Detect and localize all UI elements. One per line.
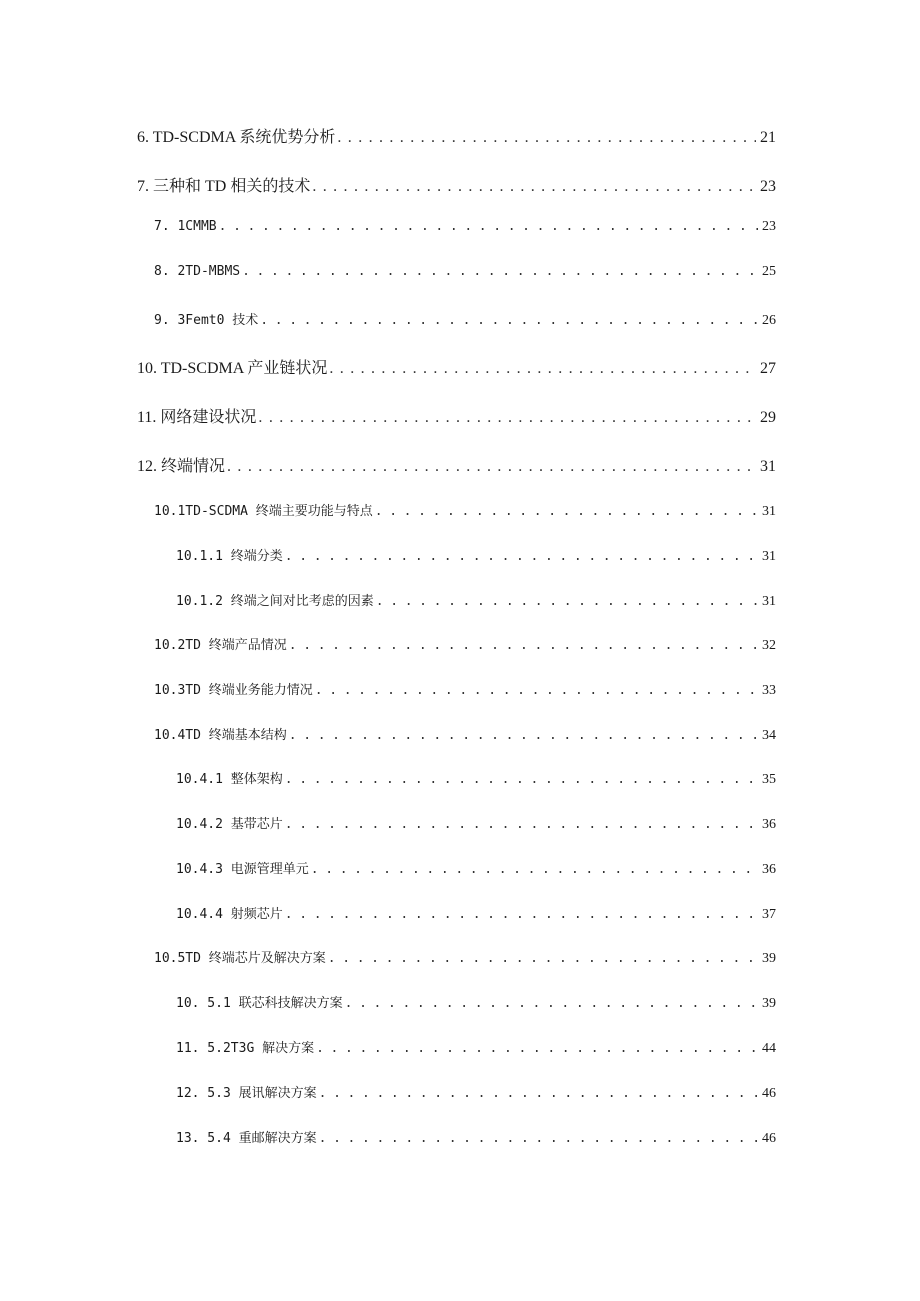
toc-entry-label: 10.5TD 终端芯片及解决方案 [154,951,326,966]
toc-entry[interactable] [154,634,776,654]
toc-entry-label: 10.1.2 终端之间对比考虑的因素 [176,594,374,609]
toc-entry[interactable] [176,1082,776,1102]
toc-entry-page: 25 [762,264,776,279]
toc-entry-page: 37 [762,907,776,922]
toc-entry-label: 12. 5.3 展讯解决方案 [176,1086,317,1101]
dot-leader [260,313,758,328]
toc-entry[interactable] [137,453,776,476]
toc-entry-label: 9. 3Femt0 技术 [154,313,259,328]
toc-entry-page: 32 [762,638,776,653]
toc-entry-page: 39 [762,951,776,966]
toc-entry-page: 46 [762,1131,776,1146]
dot-leader [375,504,758,519]
toc-entry-page: 46 [762,1086,776,1101]
toc-entry[interactable] [176,858,776,878]
dot-leader [242,264,758,279]
toc-entry-page: 31 [762,504,776,519]
toc-entry-label: 7. 1CMMB [154,219,217,234]
toc-entry-label: 6. TD-SCDMA 系统优势分析 [137,129,336,146]
toc-entry-page: 29 [760,409,776,426]
toc-entry-label: 10.1.1 终端分类 [176,549,283,564]
dot-leader [285,549,758,564]
toc-entry[interactable] [137,404,776,427]
toc-entry-page: 44 [762,1041,776,1056]
toc-entry[interactable] [176,813,776,833]
dot-leader [376,594,758,609]
dot-leader [311,862,758,877]
toc-entry-page: 36 [762,862,776,877]
dot-leader [289,728,758,743]
toc-entry[interactable] [176,1127,776,1147]
toc-entry-page: 21 [760,129,776,146]
toc-entry-page: 31 [760,458,776,475]
toc-entry[interactable] [137,355,776,378]
toc-entry[interactable] [176,590,776,610]
toc-entry-label: 12. 终端情况 [137,458,226,475]
toc-entry-label: 10. 5.1 联芯科技解决方案 [176,996,343,1011]
dot-leader [312,178,756,196]
dot-leader [227,458,756,476]
toc-entry-page: 35 [762,772,776,787]
toc-entry[interactable] [137,173,776,196]
toc-entry[interactable] [176,992,776,1012]
dot-leader [285,907,758,922]
dot-leader [219,219,758,234]
dot-leader [285,772,758,787]
dot-leader [289,638,758,653]
toc-entry-label: 11. 5.2T3G 解决方案 [176,1041,315,1056]
toc-entry[interactable] [154,219,776,235]
toc-entry-label: 10.1TD-SCDMA 终端主要功能与特点 [154,504,373,519]
dot-leader [316,1041,758,1056]
toc-entry[interactable] [154,724,776,744]
dot-leader [329,360,756,378]
dot-leader [258,409,756,427]
toc-entry[interactable] [154,264,776,280]
toc-entry-label: 10. TD-SCDMA 产业链状况 [137,360,328,377]
dot-leader [319,1086,758,1101]
toc-entry-label: 11. 网络建设状况 [137,409,257,426]
toc-entry-label: 10.2TD 终端产品情况 [154,638,287,653]
toc-entry-label: 10.4.1 整体架构 [176,772,283,787]
dot-leader [345,996,758,1011]
toc-entry-page: 23 [760,178,776,195]
toc-entry-label: 8. 2TD-MBMS [154,264,241,279]
toc-entry-page: 39 [762,996,776,1011]
toc-entry-label: 10.4.2 基带芯片 [176,817,283,832]
toc-entry-label: 10.3TD 终端业务能力情况 [154,683,313,698]
toc-entry[interactable] [154,309,776,329]
toc-entry[interactable] [176,545,776,565]
toc-entry-label: 7. 三种和 TD 相关的技术 [137,178,311,195]
toc-entry-page: 34 [762,728,776,743]
toc-entry-label: 10.4TD 终端基本结构 [154,728,287,743]
dot-leader [319,1131,758,1146]
toc-entry[interactable] [154,500,776,520]
toc-entry-page: 31 [762,594,776,609]
toc-entry-page: 31 [762,549,776,564]
toc-entry-label: 10.4.4 射频芯片 [176,907,283,922]
toc-entry[interactable] [154,947,776,967]
toc-entry[interactable] [154,679,776,699]
toc-entry[interactable] [176,768,776,788]
dot-leader [337,129,756,147]
toc-entry[interactable] [137,124,776,147]
dot-leader [328,951,758,966]
dot-leader [315,683,758,698]
toc-entry-page: 36 [762,817,776,832]
toc-entry-page: 26 [762,313,776,328]
toc-entry-label: 10.4.3 电源管理单元 [176,862,309,877]
toc-entry-page: 27 [760,360,776,377]
toc-entry-page: 23 [762,219,776,234]
toc-entry[interactable] [176,903,776,923]
dot-leader [285,817,758,832]
toc-entry-page: 33 [762,683,776,698]
toc-entry-label: 13. 5.4 重邮解决方案 [176,1131,317,1146]
toc-entry[interactable] [176,1037,776,1057]
